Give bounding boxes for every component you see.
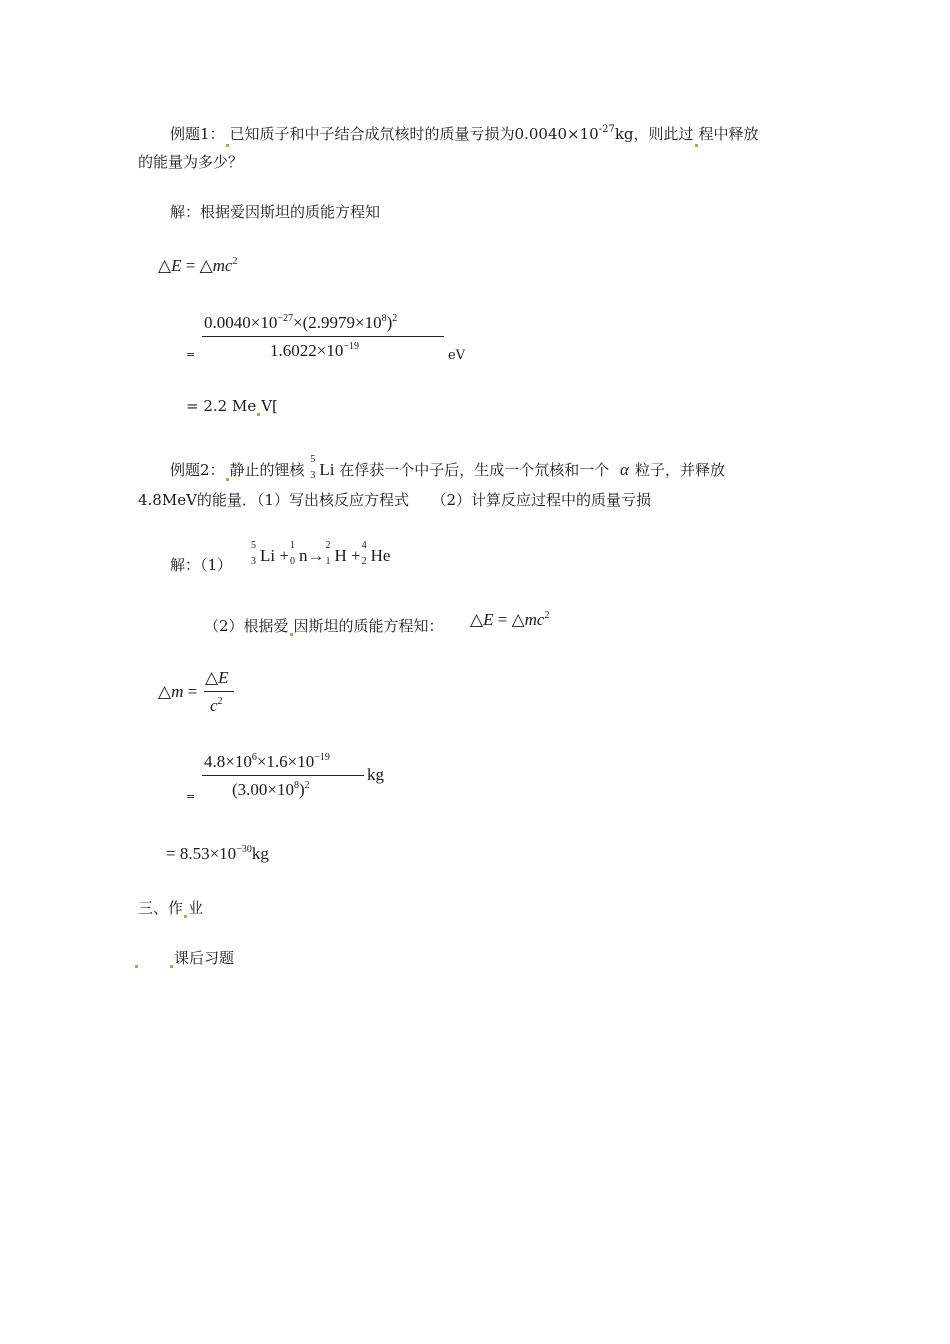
example1-text: 已知质子和中子结合成氘核时的质量亏损为0.0040×10 (229, 125, 599, 143)
solution2-part: 因斯坦的质能方程知： (293, 617, 444, 635)
mass-number: 4 (361, 540, 367, 552)
atomic-number: 3 (251, 556, 256, 568)
atomic-number: 2 (361, 556, 367, 568)
atomic-number: 3 (310, 470, 316, 481)
eq-equals: = (497, 610, 508, 629)
element-symbol: Li (319, 460, 335, 479)
final-value: = 8.53×10 (166, 844, 237, 863)
plus-sign: + (350, 546, 361, 565)
decor-dot (226, 478, 229, 481)
example2-text: 在俘获一个中子后，生成一个氘核和一个 (339, 461, 610, 479)
dm-lhs (158, 682, 197, 702)
solution2-text (204, 616, 444, 636)
den-exp: 2 (304, 780, 310, 791)
fraction1-numerator (204, 313, 397, 336)
den-exp: 8 (294, 780, 299, 791)
den-exp: 2 (217, 696, 223, 707)
den-symbol: c (210, 696, 218, 715)
solution1-label: 解：（1） (170, 556, 233, 574)
num-exp: −27 (277, 313, 293, 324)
h-nuclide (324, 540, 334, 568)
example2-line1 (170, 454, 725, 481)
heading-part: 业 (188, 899, 204, 917)
decor-dot (170, 965, 173, 968)
heading-part: 三、作 (138, 899, 184, 917)
example1-line1 (170, 124, 759, 147)
decor-dot (257, 413, 260, 416)
decor-dot (135, 965, 138, 968)
mass-number: 1 (289, 540, 295, 552)
dm-fraction-bar (204, 691, 234, 692)
num-part: ×1.6×10 (256, 752, 315, 771)
num-exp: −19 (314, 752, 330, 763)
example1-solution-intro: 解：根据爱因斯坦的质能方程知 (170, 203, 381, 221)
den-part: ) (299, 780, 305, 799)
element-symbol: He (370, 546, 391, 565)
mass-number: 5 (310, 454, 316, 465)
eq-lhs: △E (158, 256, 182, 275)
neutron (289, 540, 299, 568)
eq-lhs: △E (470, 610, 494, 629)
he-nuclide (361, 540, 371, 568)
eq-rhs: △mc (199, 256, 233, 275)
num-part: 0.0040×10 (204, 313, 278, 332)
num-exp: 6 (251, 752, 257, 763)
decor-dot (695, 144, 698, 147)
solution2-part: （2）根据爱 (204, 617, 289, 635)
example2-line2: 4.8MeV的能量．（1）写出核反应方程式 （2）计算反应过程中的质量亏损 (138, 491, 652, 509)
element-symbol: Li (260, 546, 276, 565)
dm-denominator (210, 696, 223, 719)
atomic-number: 0 (289, 556, 295, 568)
num-exp: 2 (392, 313, 398, 324)
fraction2-unit: kg (367, 765, 384, 784)
den-part: (3.00×10 (232, 780, 294, 799)
example2-text: 静止的锂核 (229, 461, 305, 479)
example1-tail: 程中释放 (698, 125, 759, 143)
alpha-symbol: α (620, 460, 629, 479)
element-symbol: H (334, 546, 347, 565)
eq-equals: = (185, 256, 196, 275)
result-value: = 2.2 Me (186, 397, 257, 415)
example2-text: 粒子，并释放 (634, 461, 725, 479)
fraction2-numerator (204, 752, 330, 775)
final-exp: −30 (236, 844, 252, 855)
lithium-nuclide (309, 454, 319, 481)
num-part: ×(2.9979×10 (292, 313, 382, 332)
element-symbol: n (298, 546, 308, 565)
example2-label: 例题2： (170, 461, 225, 479)
num-exp: 8 (381, 313, 387, 324)
example1-exponent: -27 (598, 124, 615, 135)
fraction2-denominator (232, 780, 310, 803)
atomic-number: 1 (325, 556, 331, 568)
dm-symbol: △m (158, 682, 184, 701)
num-part: 4.8×10 (204, 752, 252, 771)
fraction1-bar (202, 336, 444, 337)
fraction2-equals: = (186, 790, 196, 803)
example1-label: 例题1： (170, 125, 225, 143)
decor-dot (290, 633, 293, 636)
mass-number: 5 (251, 540, 256, 552)
mass-energy-equation-2 (470, 610, 549, 633)
li-nuclide (250, 540, 260, 568)
eq-rhs: △mc (511, 610, 545, 629)
fraction1-unit: eV (448, 348, 466, 363)
homework-heading (138, 898, 203, 918)
fraction2-bar (202, 775, 364, 776)
homework-item (134, 948, 234, 968)
result-unit: V[ (261, 397, 278, 415)
dm-numerator: △E (205, 668, 229, 687)
reaction-arrow: → (307, 546, 325, 565)
dm-equals: = (187, 682, 198, 701)
fraction1-equals: = (186, 348, 196, 361)
eq-exponent: 2 (544, 610, 550, 621)
plus-sign: + (279, 546, 289, 565)
num-part: ) (386, 313, 393, 332)
final-result (166, 844, 269, 867)
result-line (186, 396, 278, 416)
den-part: 1.6022×10 (270, 341, 344, 360)
mass-energy-equation-1 (158, 256, 237, 279)
homework-item-text: 课后习题 (174, 949, 235, 967)
nuclear-reaction-equation (250, 540, 391, 568)
fraction1-denominator (270, 341, 359, 364)
den-exp: −19 (343, 341, 359, 352)
example1-line2: 的能量为多少？ (138, 153, 244, 171)
example1-unit: kg，则此过 (614, 125, 694, 143)
final-unit: kg (251, 844, 269, 863)
decor-dot (226, 144, 229, 147)
eq-exponent: 2 (232, 256, 238, 267)
decor-dot (184, 915, 187, 918)
mass-number: 2 (325, 540, 331, 552)
